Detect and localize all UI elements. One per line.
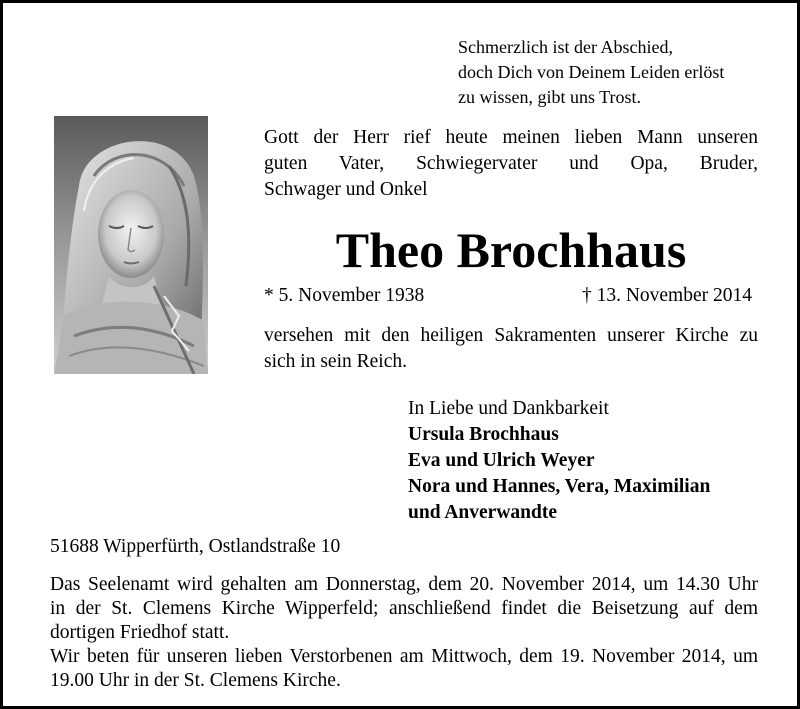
mourner-name: Eva und Ulrich Weyer — [408, 450, 595, 471]
mourner-name: und Anverwandte — [408, 502, 557, 523]
notice-line: dortigen Friedhof statt. — [50, 622, 230, 643]
sacraments-text — [264, 323, 758, 375]
death-date: † 13. November 2014 — [581, 285, 752, 306]
quote-line: doch Dich von Deinem Leiden erlöst — [458, 62, 725, 82]
notice-line: Das Seelenamt wird gehalten am Donnerstag, dem 20. November 2014, um 14.30 Uhr — [50, 574, 758, 595]
sacraments-line: sich in sein Reich. — [264, 351, 407, 372]
intro-text — [264, 125, 758, 203]
mourner-name: Nora und Hannes, Vera, Maximilian — [408, 476, 711, 497]
madonna-pieta-image — [54, 116, 208, 374]
deceased-name: Theo Brochhaus — [335, 222, 687, 278]
notice-line: Wir beten für unseren lieben Verstorbenen am Mittwoch, dem 19. November 2014, um — [50, 646, 758, 667]
notice-line: in der St. Clemens Kirche Wipperfeld; anschließend findet die Beisetzung auf dem — [50, 598, 758, 619]
address: 51688 Wipperfürth, Ostlandstraße 10 — [50, 536, 341, 557]
mourners-intro: In Liebe und Dankbarkeit — [408, 398, 609, 419]
quote-line: Schmerzlich ist der Abschied, — [458, 37, 673, 57]
sacraments-line: versehen mit den heiligen Sakramenten unserer Kirche zu — [264, 325, 758, 346]
intro-line: Schwager und Onkel — [264, 179, 428, 200]
service-notice — [50, 573, 758, 693]
intro-line: guten Vater, Schwiegervater und Opa, Bruder, — [264, 153, 758, 174]
quote-line: zu wissen, gibt uns Trost. — [458, 87, 642, 107]
mourner-name: Ursula Brochhaus — [408, 424, 559, 445]
notice-line: 19.00 Uhr in der St. Clemens Kirche. — [50, 670, 341, 691]
mourners-block — [408, 396, 768, 526]
quote-block — [458, 35, 778, 110]
birth-date: * 5. November 1938 — [264, 285, 425, 306]
intro-line: Gott der Herr rief heute meinen lieben Mann unseren — [264, 127, 758, 148]
